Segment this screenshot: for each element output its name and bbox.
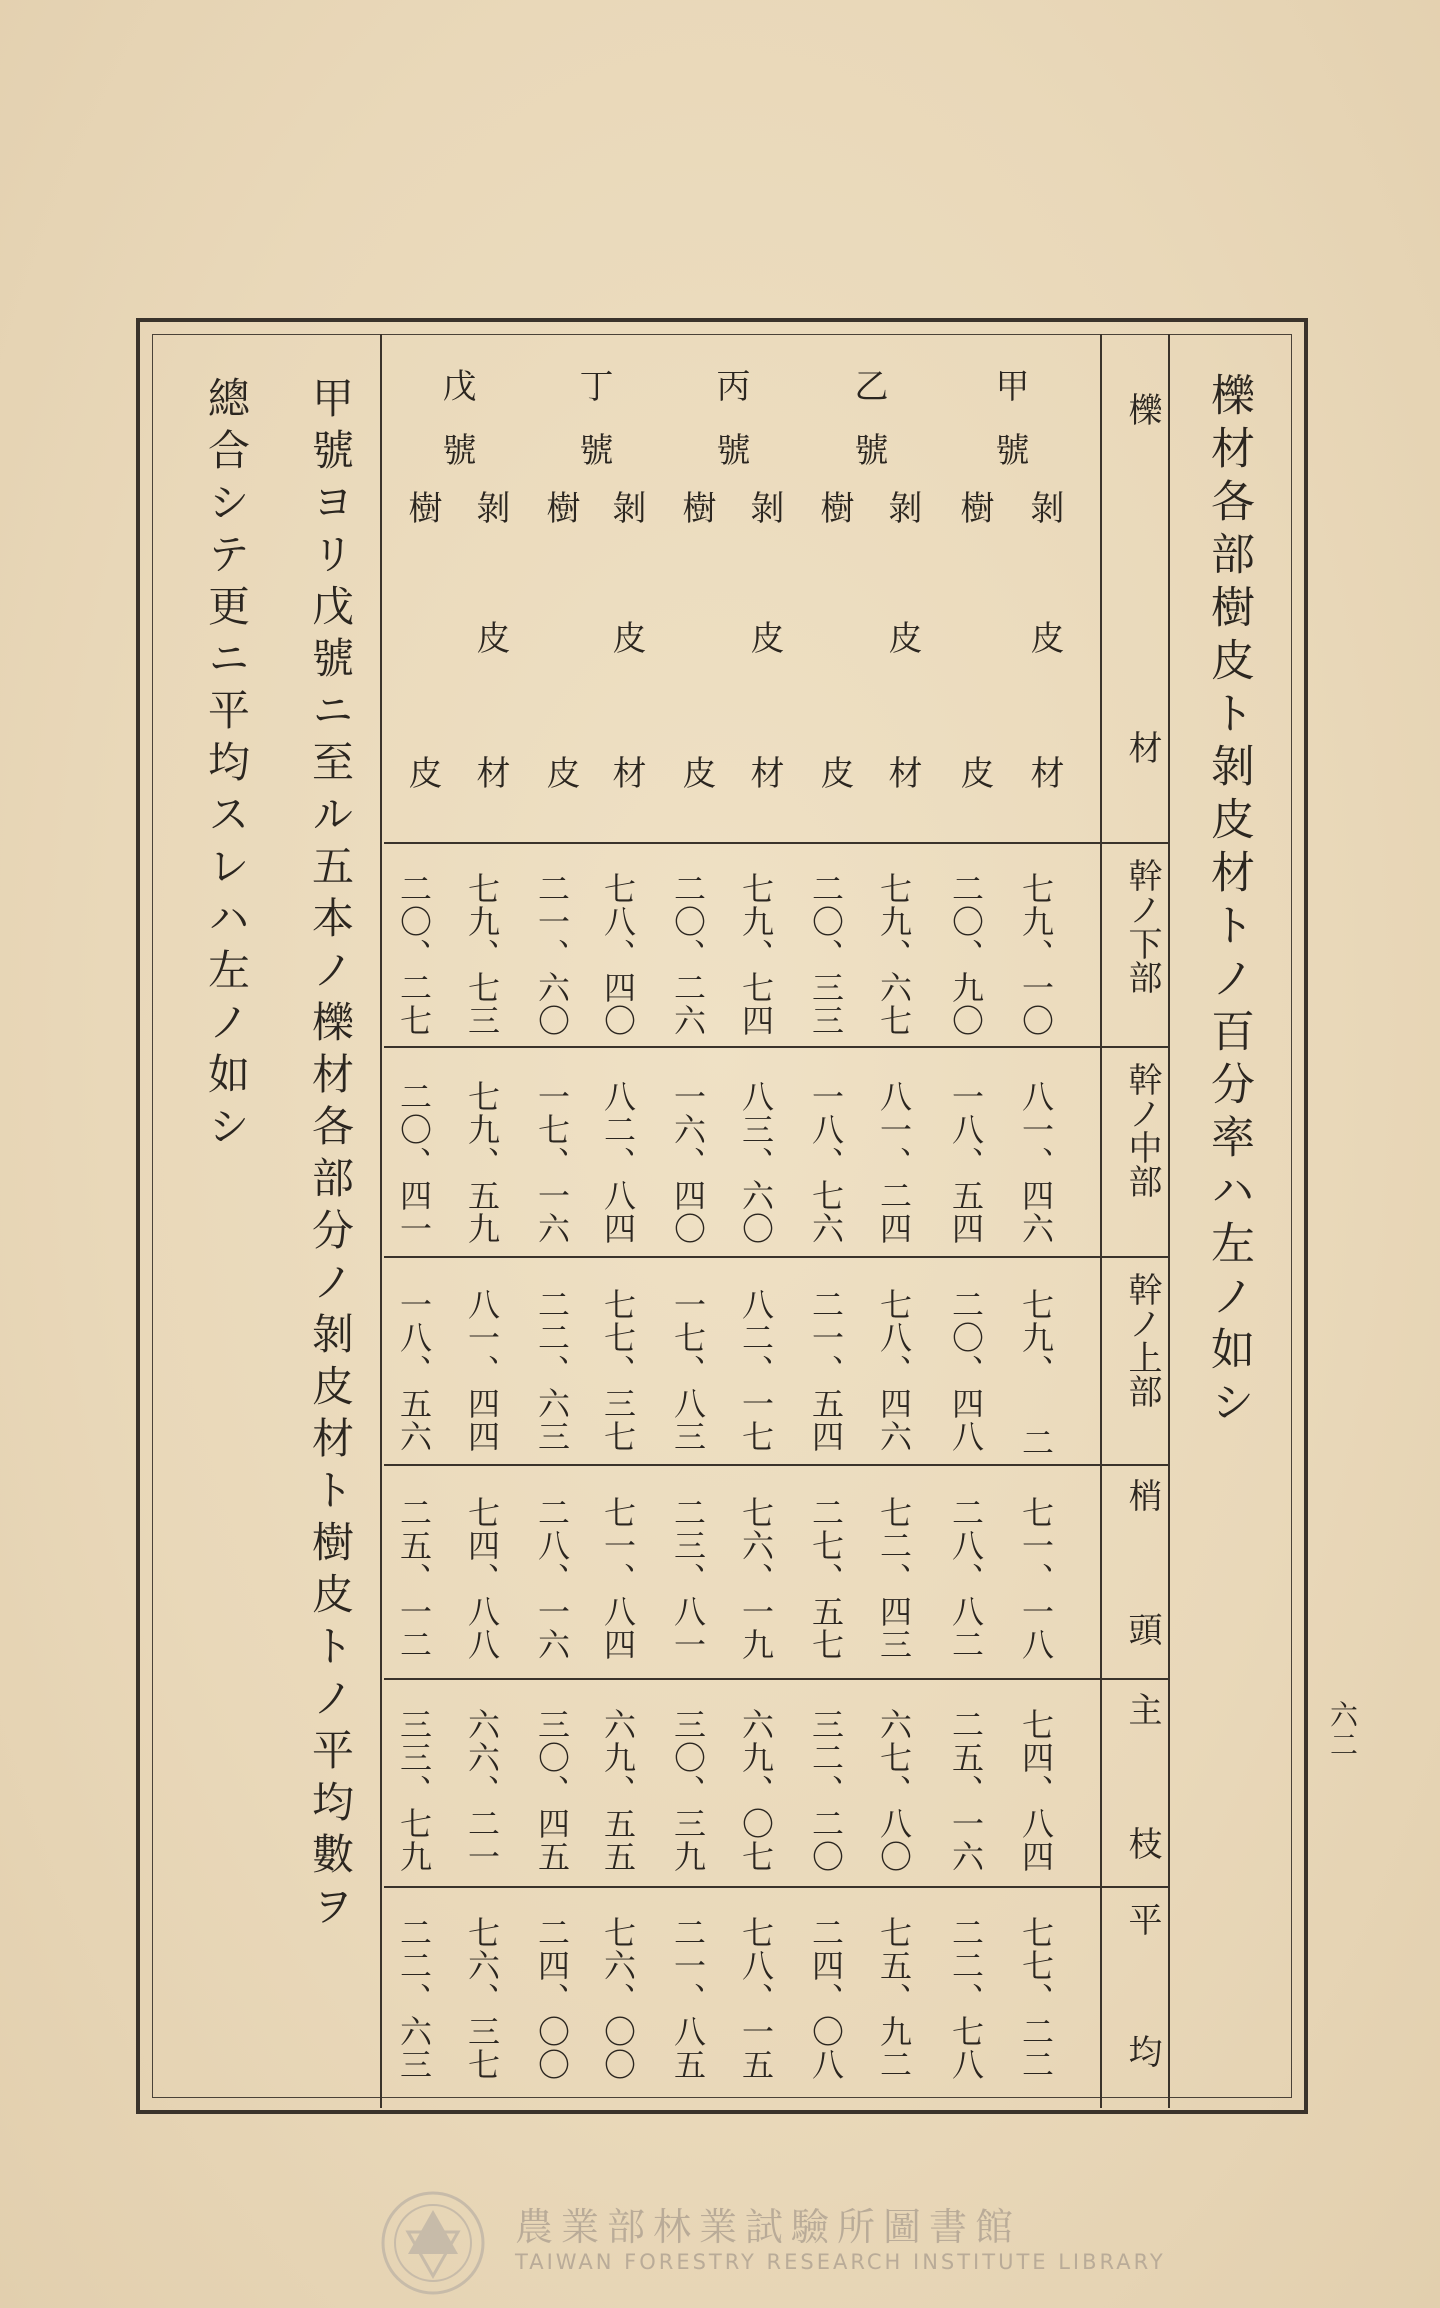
table-cell: 六六、二一 [463, 1708, 501, 1873]
table-cell: 七六、一九 [737, 1496, 775, 1661]
peeled-label: 剝 [744, 490, 784, 524]
table-cell: 八一、二四 [875, 1080, 913, 1245]
table-cell: 三二、二〇 [807, 1708, 845, 1873]
peeled-label-2: 皮 [470, 620, 510, 654]
table-cell: 七七、三七 [599, 1288, 637, 1453]
table-cell: 二四、〇〇 [533, 1916, 571, 2081]
table-cell: 六九、五五 [599, 1708, 637, 1873]
row-label-head: 頭 [1122, 1612, 1162, 1646]
row-divider [384, 1464, 1100, 1466]
table-cell: 七五、九二 [875, 1916, 913, 2081]
table-cell: 二二、七八 [947, 1916, 985, 2081]
table-cell: 八二、八四 [599, 1080, 637, 1245]
bark-label-2: 皮 [676, 755, 716, 789]
table-cell: 二八、八二 [947, 1496, 985, 1661]
table-cell: 七九、六七 [875, 872, 913, 1037]
table-cell: 七九、七四 [737, 872, 775, 1037]
row-label-branch: 枝 [1122, 1826, 1162, 1860]
peeled-label-3: 材 [744, 755, 784, 789]
bark-label: 樹 [402, 490, 442, 524]
table-cell: 二一、五四 [807, 1288, 845, 1453]
table-cell: 七八、四六 [875, 1288, 913, 1453]
table-cell: 七四、八四 [1017, 1708, 1055, 1873]
specimen-go-label: 號 [573, 432, 613, 466]
bark-label: 樹 [540, 490, 580, 524]
table-cell: 二三、八一 [669, 1496, 707, 1661]
peeled-label-2: 皮 [606, 620, 646, 654]
table-cell: 二〇、二六 [669, 872, 707, 1037]
row-divider [384, 842, 1100, 844]
specimen-go-label: 號 [436, 432, 476, 466]
table-cell: 二五、一二 [395, 1496, 433, 1661]
peeled-label: 剝 [470, 490, 510, 524]
table-cell: 六九、〇七 [737, 1708, 775, 1873]
library-seal-icon [378, 2188, 488, 2298]
table-cell: 一七、一六 [533, 1080, 571, 1245]
corner-label-top: 櫟 [1122, 392, 1162, 426]
peeled-label-3: 材 [606, 755, 646, 789]
table-cell: 一八、七六 [807, 1080, 845, 1245]
library-name-cn: 農業部林業試驗所圖書館 [515, 2205, 1022, 2249]
table-cell: 八一、四六 [1017, 1080, 1055, 1245]
table-cell: 七四、八八 [463, 1496, 501, 1661]
peeled-label: 剝 [606, 490, 646, 524]
corner-label-bottom: 材 [1122, 730, 1162, 764]
table-cell: 二〇、三三 [807, 872, 845, 1037]
row-label-trunk-upper: 幹ノ上部 [1122, 1272, 1162, 1408]
peeled-label: 剝 [882, 490, 922, 524]
table-cell: 一八、五四 [947, 1080, 985, 1245]
table-cell: 七一、一八 [1017, 1496, 1055, 1661]
page-number: 六二 [1326, 1700, 1359, 1760]
row-label-crown: 梢 [1122, 1478, 1162, 1512]
table-cell: 七二、四三 [875, 1496, 913, 1661]
row-label-trunk-lower: 幹ノ下部 [1122, 858, 1162, 994]
bark-label-2: 皮 [540, 755, 580, 789]
peeled-label-3: 材 [882, 755, 922, 789]
bark-label-2: 皮 [814, 755, 854, 789]
peeled-label-3: 材 [470, 755, 510, 789]
table-cell: 七八、一五 [737, 1916, 775, 2081]
table-cell: 二〇、四一 [395, 1080, 433, 1245]
peeled-label-2: 皮 [744, 620, 784, 654]
note-divider [380, 334, 382, 2108]
library-name-en: TAIWAN FORESTRY RESEARCH INSTITUTE LIBRARY [515, 2250, 1166, 2274]
table-cell: 七七、二二 [1017, 1916, 1055, 2081]
table-cell: 二〇、四八 [947, 1288, 985, 1453]
table-cell: 二〇、二七 [395, 872, 433, 1037]
table-cell: 二七、五七 [807, 1496, 845, 1661]
table-cell: 七九、一〇 [1017, 872, 1055, 1037]
row-label-main: 主 [1122, 1692, 1162, 1726]
header-divider [1100, 334, 1102, 2108]
header-row-divider [1100, 1464, 1168, 1466]
table-cell: 七九、七三 [463, 872, 501, 1037]
table-cell: 二五、一六 [947, 1708, 985, 1873]
table-cell: 三三、七九 [395, 1708, 433, 1873]
table-cell: 七九、五九 [463, 1080, 501, 1245]
header-row-divider [1100, 1256, 1168, 1258]
note-line-1: 甲號ヨリ戊號ニ至ル五本ノ櫟材各部分ノ剝皮材ト樹皮トノ平均數ヲ [306, 376, 355, 1936]
header-row-divider [1100, 1886, 1168, 1888]
row-divider [384, 1046, 1100, 1048]
page-title: 櫟材各部樹皮ト剝皮材トノ百分率ハ左ノ如シ [1203, 372, 1254, 1432]
table-cell: 二八、一六 [533, 1496, 571, 1661]
row-label-trunk-middle: 幹ノ中部 [1122, 1062, 1162, 1198]
table-cell: 二一、八五 [669, 1916, 707, 2081]
table-cell: 二二、六三 [533, 1288, 571, 1453]
peeled-label-2: 皮 [882, 620, 922, 654]
table-cell: 二一、六〇 [533, 872, 571, 1037]
table-cell: 七九、 二 [1017, 1288, 1055, 1459]
specimen-name: 丙 [710, 368, 750, 402]
table-cell: 八三、六〇 [737, 1080, 775, 1245]
row-label-avg-1: 平 [1122, 1902, 1162, 1936]
table-cell: 三〇、三九 [669, 1708, 707, 1873]
bark-label: 樹 [676, 490, 716, 524]
specimen-go-label: 號 [848, 432, 888, 466]
specimen-name: 乙 [848, 368, 888, 402]
table-cell: 七六、三七 [463, 1916, 501, 2081]
bark-label-2: 皮 [954, 755, 994, 789]
table-cell: 八一、四四 [463, 1288, 501, 1453]
table-cell: 二〇、九〇 [947, 872, 985, 1037]
specimen-name: 丁 [573, 368, 613, 402]
header-row-divider [1100, 1678, 1168, 1680]
title-divider [1168, 334, 1170, 2108]
table-cell: 八二、一七 [737, 1288, 775, 1453]
header-row-divider [1100, 842, 1168, 844]
row-label-avg-2: 均 [1122, 2034, 1162, 2068]
table-cell: 七六、〇〇 [599, 1916, 637, 2081]
bark-label: 樹 [954, 490, 994, 524]
note-line-2: 總合シテ更ニ平均スレハ左ノ如シ [202, 376, 251, 1156]
table-cell: 一七、八三 [669, 1288, 707, 1453]
peeled-label-3: 材 [1024, 755, 1064, 789]
table-cell: 一八、五六 [395, 1288, 433, 1453]
row-divider [384, 1256, 1100, 1258]
table-cell: 二二、六三 [395, 1916, 433, 2081]
table-cell: 七八、四〇 [599, 872, 637, 1037]
table-cell: 七一、八四 [599, 1496, 637, 1661]
peeled-label-2: 皮 [1024, 620, 1064, 654]
row-divider [384, 1886, 1100, 1888]
table-cell: 三〇、四五 [533, 1708, 571, 1873]
table-cell: 一六、四〇 [669, 1080, 707, 1245]
table-cell: 六七、八〇 [875, 1708, 913, 1873]
specimen-go-label: 號 [989, 432, 1029, 466]
specimen-name: 戊 [436, 368, 476, 402]
bark-label-2: 皮 [402, 755, 442, 789]
bark-label: 樹 [814, 490, 854, 524]
table-cell: 二四、〇八 [807, 1916, 845, 2081]
specimen-name: 甲 [989, 368, 1029, 402]
specimen-go-label: 號 [710, 432, 750, 466]
row-divider [384, 1678, 1100, 1680]
header-row-divider [1100, 1046, 1168, 1048]
peeled-label: 剝 [1024, 490, 1064, 524]
